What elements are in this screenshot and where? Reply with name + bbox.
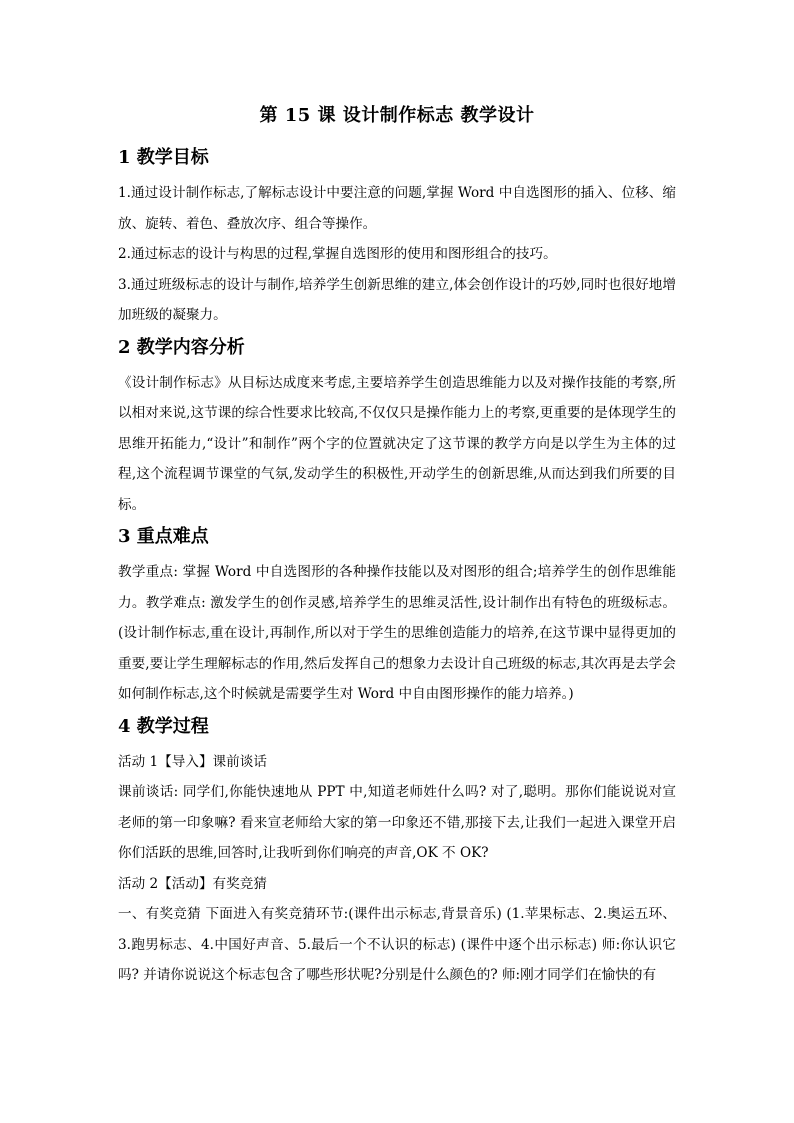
activity-2-title: 活动 2【活动】有奖竞猜 — [118, 875, 267, 892]
section-heading-process: 4 教学过程 — [118, 715, 209, 737]
activity-1-paragraph: 课前谈话: 同学们,你能快速地从 PPT 中,知道老师姓什么吗? 对了,聪明。那你们能说说对宣老师的第一印象嘛? 看来宣老师给大家的第一印象还不错,那接下去,让我们一起进入课堂开启你们活跃的思维,回答时,让我听到你们响亮的声音,OK 不 OK? — [118, 784, 676, 861]
document-title: 第 15 课 设计制作标志 教学设计 — [259, 105, 535, 126]
objective-item-3: 3.通过班级标志的设计与制作,培养学生创新思维的建立,体会创作设计的巧妙,同时也很好地增加班级的凝聚力。 — [118, 276, 676, 323]
objective-item-1: 1.通过设计制作标志,了解标志设计中要注意的问题,掌握 Word 中自选图形的插入、位移、缩放、旋转、着色、叠放次序、组合等操作。 — [118, 185, 676, 232]
section-heading-objectives: 1 教学目标 — [118, 147, 209, 168]
activity-1-title: 活动 1【导入】课前谈话 — [118, 753, 267, 770]
activity-2-paragraph: 一、有奖竞猜 下面进入有奖竞猜环节:(课件出示标志,背景音乐) (1.苹果标志、2.奥运五环、3.跑男标志、4.中国好声音、5.最后一个不认识的标志) (课件中逐个出示标志) 师:你认识它吗? 并请你说说这个标志包含了哪些形状呢?分别是什么颜色的? 师:刚才同学们在愉快的有 — [118, 906, 676, 983]
section-heading-content-analysis: 2 教学内容分析 — [118, 336, 245, 358]
key-points-paragraph: 教学重点: 掌握 Word 中自选图形的各种操作技能以及对图形的组合;培养学生的创作思维能力。教学难点: 激发学生的创作灵感,培养学生的思维灵活性,设计制作出有特色的班级标志。(设计制作标志,重在设计,再制作,所以对于学生的思维创造能力的培养,在这节课中显得更加的重要,要让学生理解标志的作用,然后发挥自己的想象力去设计自己班级的标志,其次再是去学会如何制作标志,这个时候就是需要学生对 Word 中自由图形操作的能力培养。) — [118, 564, 676, 702]
section-heading-key-points: 3 重点难点 — [118, 526, 209, 547]
content-analysis-paragraph: 《设计制作标志》从目标达成度来考虑,主要培养学生创造思维能力以及对操作技能的考察,所以相对来说,这节课的综合性要求比较高,不仅仅只是操作能力上的考察,更重要的是体现学生的思维开拓能力,“设计”和制作”两个字的位置就决定了这节课的教学方向是以学生为主体的过程,这个流程调节课堂的气氛,发动学生的积极性,开动学生的创新思维,从而达到我们所要的目标。 — [118, 374, 676, 513]
objective-item-2: 2.通过标志的设计与构思的过程,掌握自选图形的使用和图形组合的技巧。 — [118, 246, 557, 262]
